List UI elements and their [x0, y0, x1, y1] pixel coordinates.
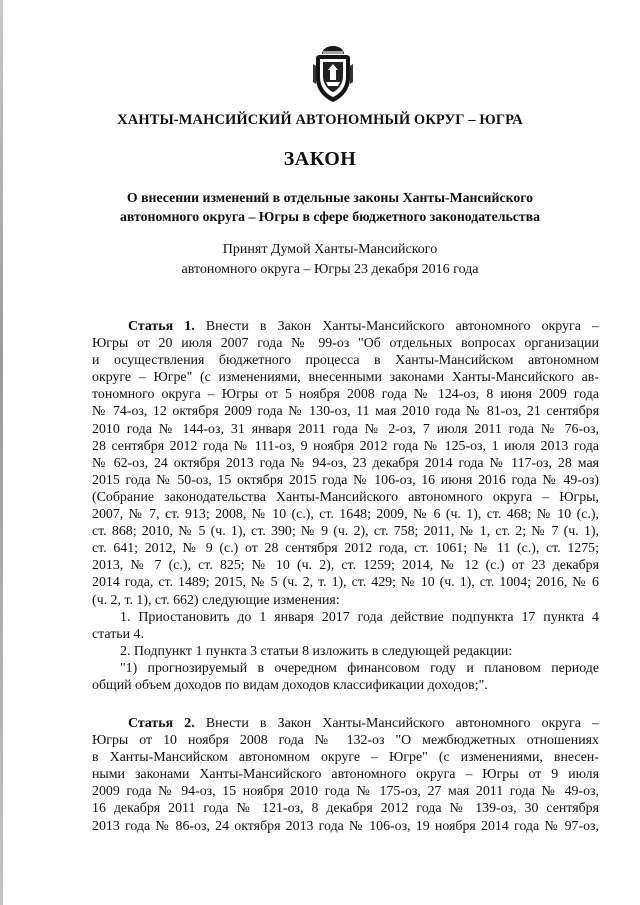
page-left-edge	[0, 0, 3, 905]
text-line: 2007, № 7, ст. 913; 2008, № 10 (с.), ст. 1648; 2009, № 6 (ч. 1), ст. 468; № 10 (с.),	[92, 507, 599, 523]
article-1-intro: Внести в Закон Ханты-Мансийского автономного округа –	[194, 319, 599, 334]
text-line: ст. 868; 2010, № 5 (ч. 1), ст. 390; № 9 (ч. 2), ст. 758; 2011, № 1, ст. 2; № 7 (ч. 1),	[92, 524, 599, 540]
quote-line: общий объем доходов по видам доходов классификации доходов;".	[92, 677, 488, 693]
quote-line: "1) прогнозируемый в очередном финансовом году и плановом периоде	[120, 660, 599, 676]
article-1	[92, 318, 599, 694]
text-line: округе – Югре" (с изменениями, внесенными законами Ханты-Мансийского ав-	[92, 370, 599, 386]
text-line: 2014 года, ст. 1489; 2015, № 5 (ч. 2, т. 1), ст. 429; № 10 (ч. 1), ст. 1004; 2016, № 6	[92, 575, 599, 591]
article-2	[92, 715, 599, 835]
adoption-line: автономного округа – Югры 23 декабря 2016 года	[181, 262, 479, 277]
text-line: (ч. 2, т. 1), ст. 662) следующие изменения:	[92, 592, 340, 608]
text-line: № 74-оз, 12 октября 2009 года № 130-оз, 11 мая 2010 года № 81-оз, 21 сентября	[92, 404, 599, 420]
text-line: 2009 года № 94-оз, 15 ноября 2010 года № 175-оз, 27 мая 2011 года № 49-оз,	[92, 784, 599, 800]
text-line: № 62-оз, 24 октября 2013 года № 94-оз, 23 декабря 2014 года № 117-оз, 28 мая	[92, 455, 599, 471]
adoption-line: Принят Думой Ханты-Мансийского	[222, 242, 438, 257]
item-1-line: 1. Приостановить до 1 января 2017 года действие подпункта 17 пункта 4	[120, 609, 599, 625]
item-2-line: 2. Подпункт 1 пункта 3 статьи 8 изложить в следующей редакции:	[120, 643, 513, 659]
text-line: 16 декабря 2011 года № 121-оз, 8 декабря 2012 года № 139-оз, 30 сентября	[92, 801, 599, 817]
text-line: ст. 641; 2012, № 9 (с.) от 28 сентября 2012 года, ст. 1061; № 11 (с.), ст. 1275;	[92, 541, 599, 557]
text-line: в Ханты-Мансийском автономном округе – Югре" (с изменениями, внесен-	[92, 750, 599, 766]
text-line: ными законами Ханты-Мансийского автономного округа – Югры от 9 июля	[92, 767, 599, 783]
article-2-first-line	[92, 715, 599, 732]
text-line: 28 сентября 2012 года № 111-оз, 9 ноября 2012 года № 125-оз, 1 июля 2013 года	[92, 438, 599, 454]
coat-of-arms-icon	[310, 44, 356, 104]
article-2-heading: Статья 2.	[128, 716, 195, 731]
region-name: ХАНТЫ-МАНСИЙСКИЙ АВТОНОМНЫЙ ОКРУГ – ЮГРА	[117, 112, 523, 128]
article-2-intro: Внести в Закон Ханты-Мансийского автономного округа –	[194, 716, 599, 731]
adoption-note	[80, 240, 580, 280]
text-line: и осуществления бюджетного процесса в Ханты-Мансийском автономном	[92, 353, 599, 369]
text-line: 2010 года № 144-оз, 31 января 2011 года № 2-оз, 7 июля 2011 года № 76-оз,	[92, 421, 599, 437]
text-line: 2013 года № 86-оз, 24 октября 2013 года № 106-оз, 19 ноября 2014 года № 97-оз,	[92, 818, 599, 834]
item-1-line: статьи 4.	[92, 626, 144, 642]
text-line: 2013, № 7 (с.), ст. 825; № 10 (ч. 2), ст. 1259; 2014, № 12 (с.) от 23 декабря	[92, 558, 599, 574]
law-subject	[80, 188, 580, 226]
text-line: (Собрание законодательства Ханты-Мансийского автономного округа – Югры,	[92, 489, 599, 505]
document-type: ЗАКОН	[283, 148, 357, 170]
subject-line: О внесении изменений в отдельные законы Ханты-Мансийского	[126, 190, 534, 205]
article-1-heading: Статья 1.	[128, 319, 195, 334]
text-line: 2015 года № 50-оз, 15 октября 2015 года № 106-оз, 16 июня 2016 года № 49-оз)	[92, 472, 599, 488]
text-line: Югры от 20 июля 2007 года № 99-оз "Об отдельных вопросах организации	[92, 336, 599, 352]
text-line: Югры от 10 ноября 2008 года № 132-оз "О межбюджетных отношениях	[92, 733, 599, 749]
subject-line: автономного округа – Югры в сфере бюджетного законодательства	[120, 209, 540, 224]
article-1-first-line	[92, 318, 599, 335]
text-line: тономного округа – Югры от 5 ноября 2008 года № 124-оз, 8 июня 2009 года	[92, 387, 599, 403]
